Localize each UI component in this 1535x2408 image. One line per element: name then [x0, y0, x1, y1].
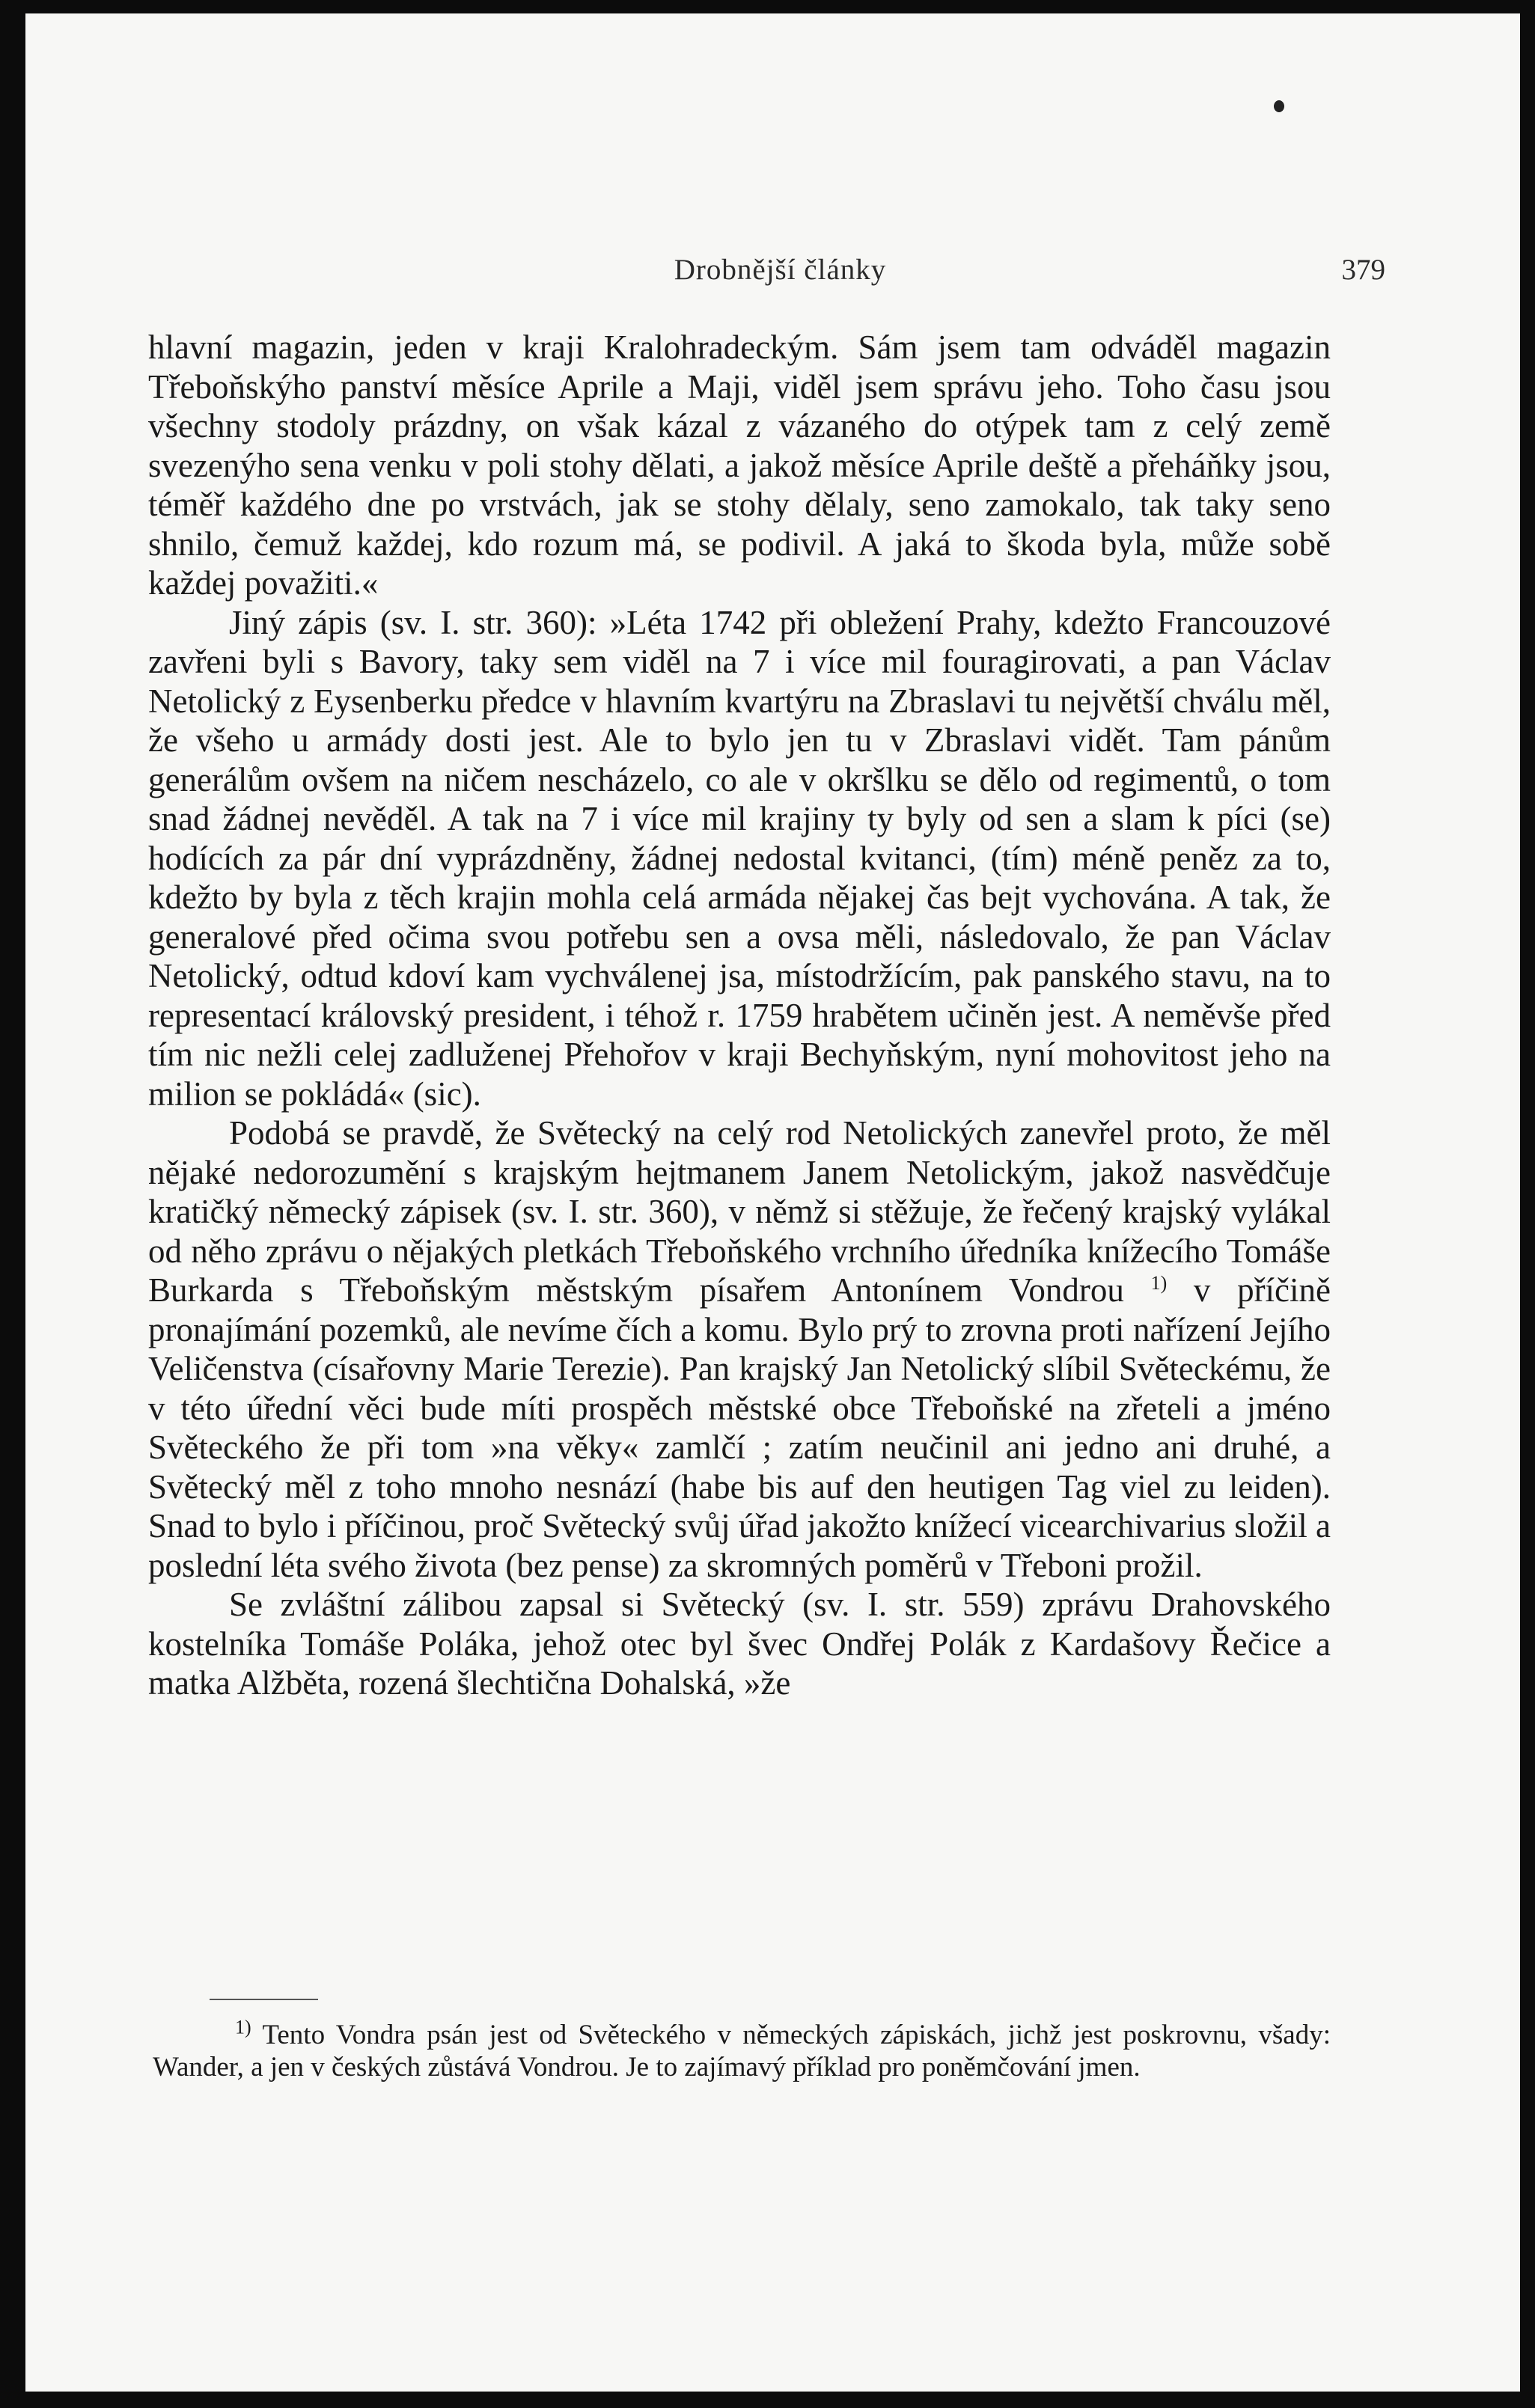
footnote-marker: 1) [235, 2016, 251, 2038]
running-head: Drobnější články [674, 254, 887, 286]
paragraph-4: Se zvláštní zálibou zapsal si Světecký (sv. I. str. 559) zprávu Drahovského kostelníka Tomáše Poláka, jehož otec byl švec Ondřej Polák z Kardašovy Řečice a matka Alžběta, rozená šlechtična Dohalská, »že [148, 1586, 1331, 1702]
paragraph-2: Jiný zápis (sv. I. str. 360): »Léta 1742 při obležení Prahy, kdežto Francouzové zavřeni byli s Bavory, taky sem viděl na 7 i více mil fouragirovati, a pan Václav Netolický z Eysenberku předce v hlavním kvartýru na Zbraslavi tu největší chválu měl, že všeho u armády dosti jest. Ale to bylo jen tu v Zbraslavi vidět. Tam pánům generálům ovšem na ničem nescházelo, co ale v okršlku se dělo od regimentů, o tom snad žádnej nevěděl. A tak na 7 i více mil krajiny ty byly od sen a slam k píci (se) hodících za pár dní vyprázdněny, žádnej nedostal kvitanci, (tím) méně peněz za to, kdežto by byla z těch krajin mohla celá armáda nějakej čas bejt vychována. A tak, že generalové před očima svou potřebu sen a ovsa měli, následovalo, že pan Václav Netolický, odtud kdoví kam vychválenej jsa, místodržícím, pak panského stavu, na to representací královský president, i téhož r. 1759 hrabětem učiněn jest. A neměvše před tím nic nežli celej zadluženej Přehořov v kraji Bechyňským, nyní mohovitost jeho na milion se pokládá« (sic). [148, 603, 1331, 1113]
paragraph-3-part-2: v příčině pronajímání pozemků, ale nevíme čích a komu. Bylo prý to zrovna proti nařízení Jejího Veličenstva (císařovny Marie Terezie). Pan krajský Jan Netolický slíbil Světeckému, že v této úřední věci bude míti prospěch městské obce Třeboňské na zřeteli a jméno Světeckého že při tom »na věky« zamlčí ; zatím neučinil ani jedno ani druhé, a Světecký měl z toho mnoho nesnází (habe bis auf den heutigen Tag viel zu leiden). Snad to bylo i příčinou, proč Světecký svůj úřad jakožto knížecí vicearchivarius složil a poslední léta svého života (bez pense) za skromných poměrů v Třeboni prožil. [148, 1271, 1331, 1584]
footnote-divider [210, 1999, 318, 2000]
body-text [148, 328, 1331, 1703]
footnotes [153, 2016, 1331, 2083]
footnote-1 [153, 2016, 1331, 2083]
page-header [175, 253, 1385, 298]
page-number: 379 [1341, 254, 1385, 286]
paragraph-1: hlavní magazin, jeden v kraji Kralohradeckým. Sám jsem tam odváděl magazin Třeboňskýho panství měsíce Aprile a Maji, viděl jsem správu jeho. Toho času jsou všechny stodoly prázdny, on však kázal z vázaného do otýpek tam z celý země svezenýho sena venku v poli stohy dělati, a jakož měsíce Aprile deště a přeháňky jsou, téměř každého dne po vrstvách, jak se stohy dělaly, seno zamokalo, tak taky seno shnilo, čemuž každej, kdo rozum má, se podivil. A jaká to škoda byla, může sobě každej považiti.« [148, 328, 1331, 602]
ink-dot [1274, 100, 1284, 112]
paragraph-3-part-1: Podobá se pravdě, že Světecký na celý rod Netolických zanevřel proto, že měl nějaké nedorozumění s krajským hejtmanem Janem Netolickým, jakož nasvědčuje kratičký německý zápisek (sv. I. str. 360), v němž si stěžuje, že řečený krajský vylákal od něho zprávu o nějakých pletkách Třeboňského vrchního úředníka knížecího Tomáše Burkarda s Třeboňským městským písařem Antonínem Vondrou [148, 1114, 1331, 1309]
paragraph-3 [148, 1113, 1331, 1585]
footnote-reference: 1) [1150, 1272, 1168, 1294]
footnote-text: Tento Vondra psán jest od Světeckého v německých zápiskách, jichž jest poskrovnu, všady: Wander, a jen v českých zůstává Vondrou. Je to zajímavý příklad pro poněmčování jmen. [153, 2020, 1331, 2082]
